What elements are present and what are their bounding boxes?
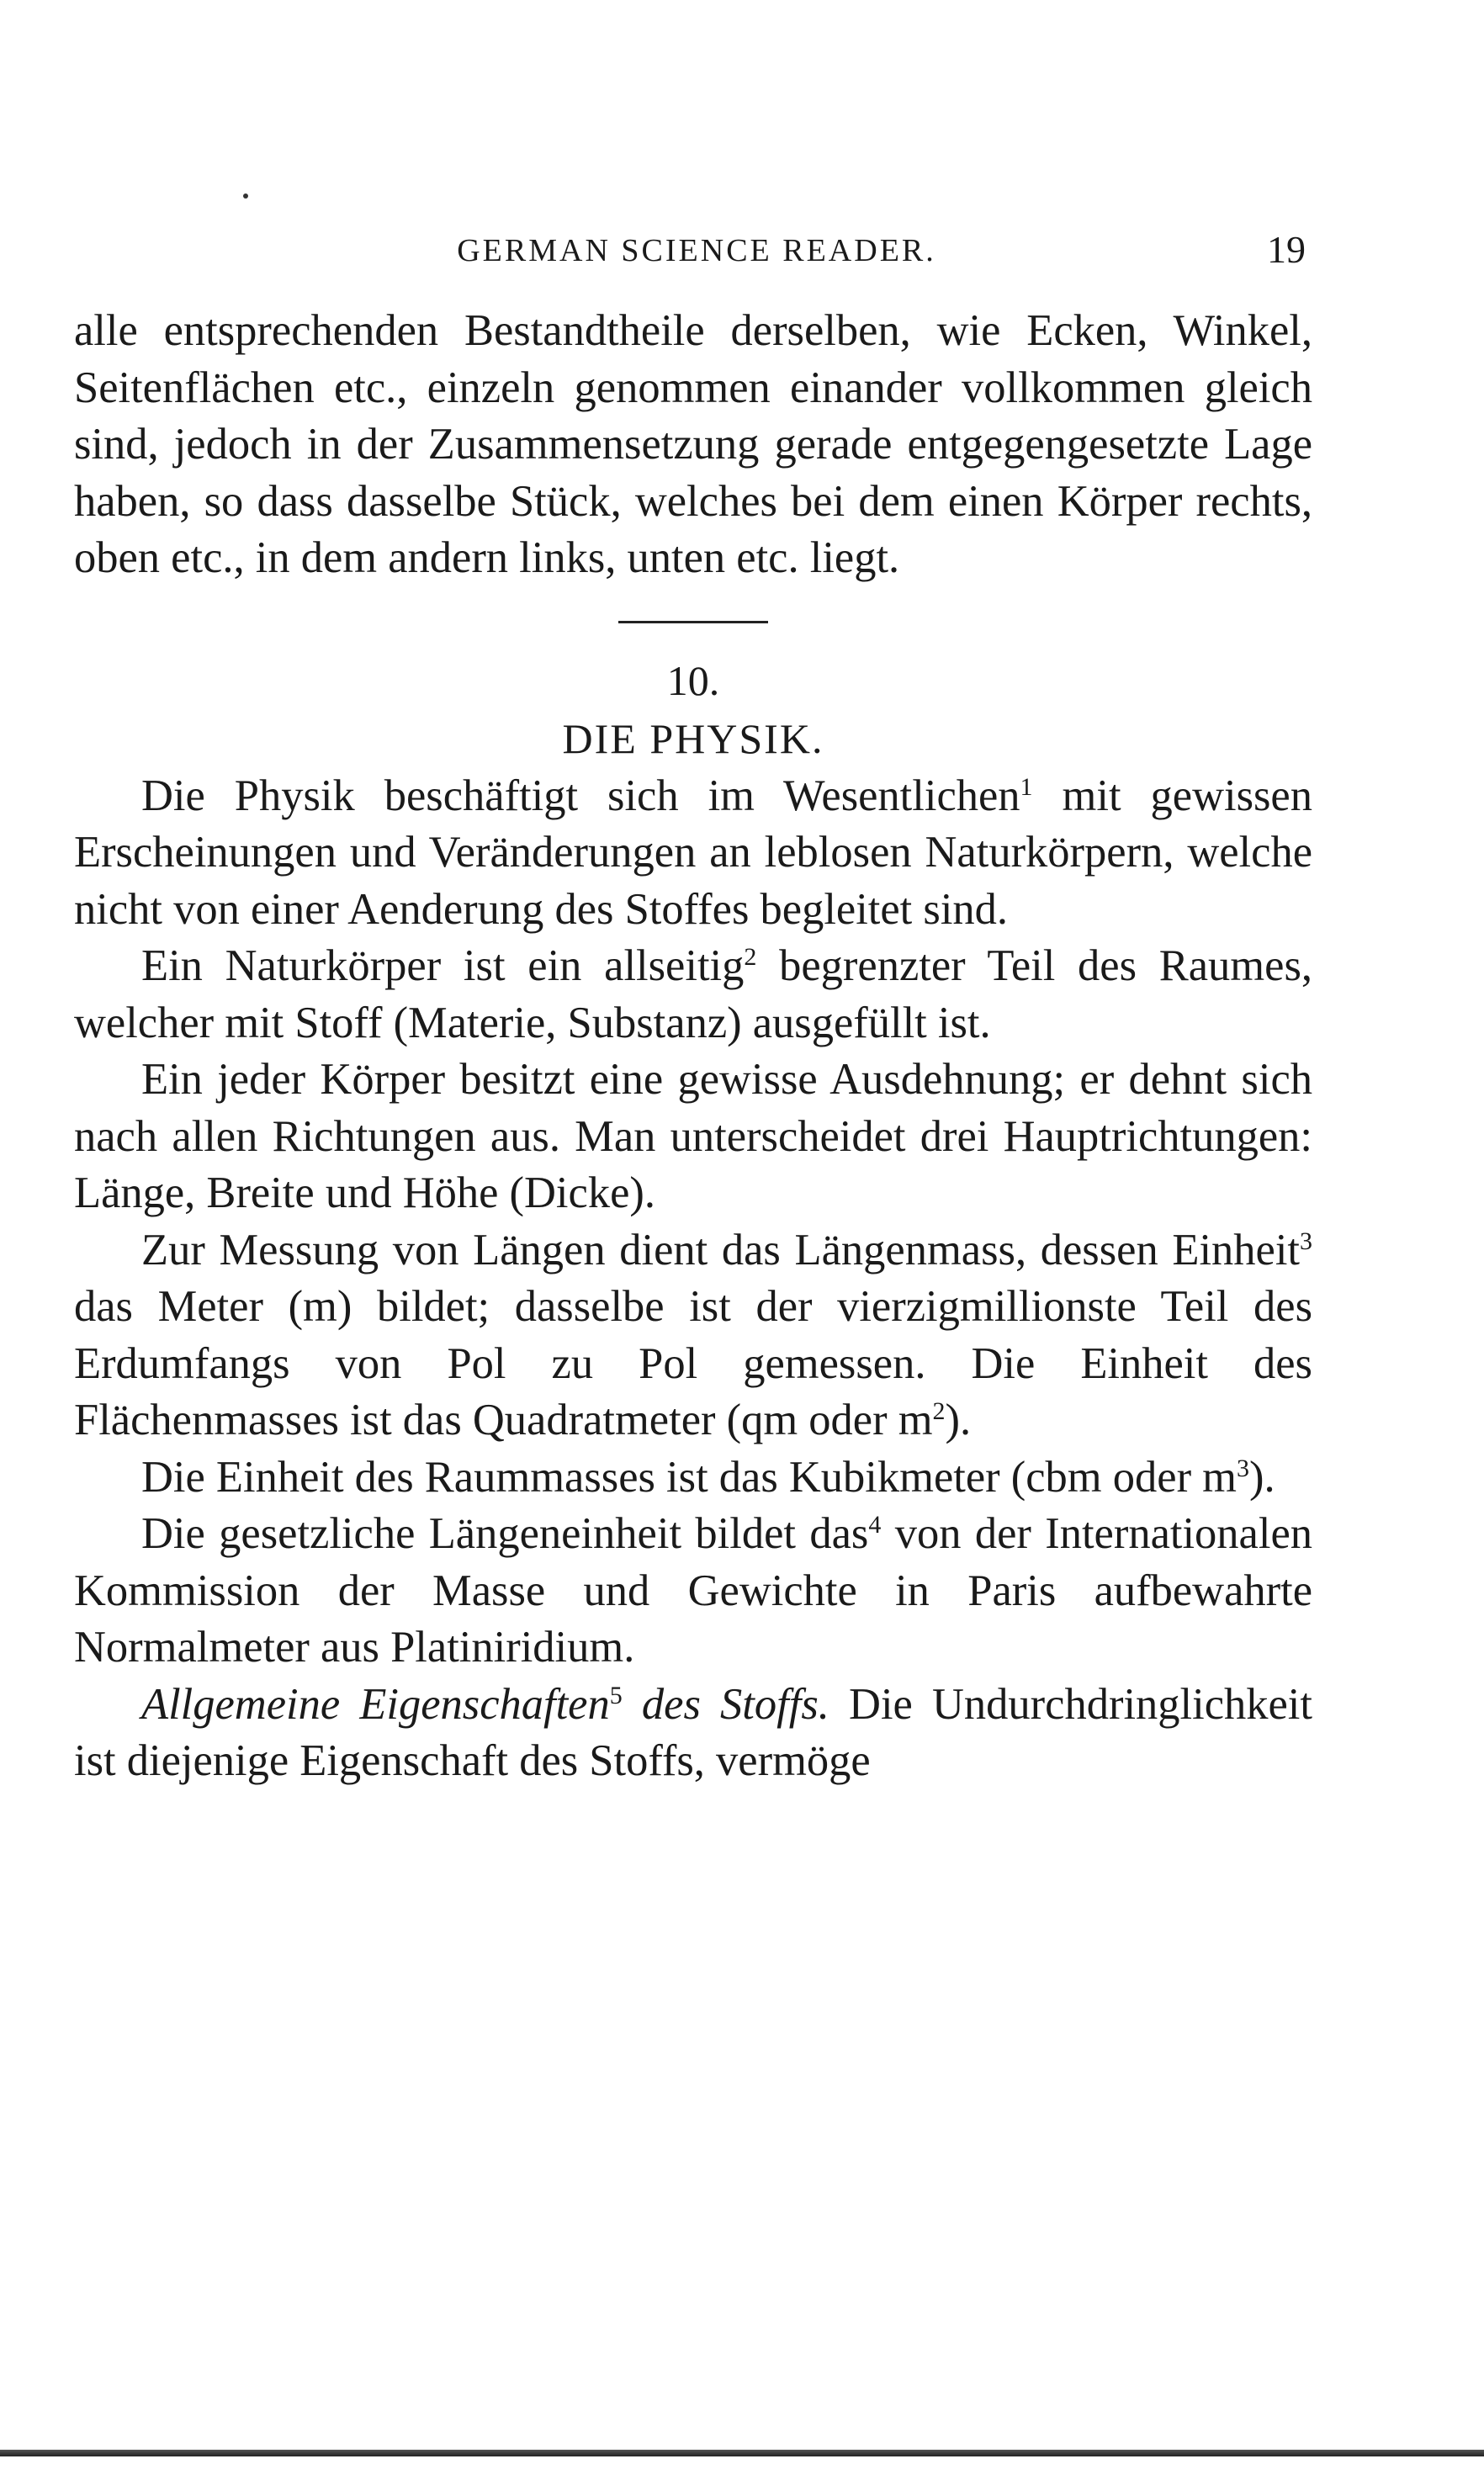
paragraph-text: Die gesetzliche Längeneinheit bildet das	[141, 1509, 869, 1558]
page-body	[74, 303, 1312, 1790]
paragraph-text: Die Undurchdringlichkeit ist diejenige Eigenschaft des Stoffs, vermöge	[74, 1679, 1312, 1785]
section-number: 10.	[666, 656, 720, 704]
paragraph-text: Ein Naturkörper ist ein allseitig	[141, 941, 745, 990]
running-head: GERMAN SCIENCE READER.	[457, 233, 936, 268]
paragraph-eigenschaften	[74, 1677, 1312, 1790]
paragraph-text: Die Physik beschäftigt sich im Wesentlichen	[141, 771, 1020, 820]
scan-bottom-edge	[0, 2450, 1484, 2456]
paragraph-text: von der Internationalen Kommission der Masse und Gewichte in Paris aufbewahrte Normalmeter aus Platiniridium.	[74, 1509, 1312, 1672]
continuation-paragraph: alle entsprechenden Bestandtheile derselben, wie Ecken, Winkel, Seitenflächen etc., einzeln genommen einander vollkommen gleich sind, jedoch in der Zusammensetzung gerade entgegengesetzte Lage haben, so dass dasselbe Stück, welches bei dem einen Körper rechts, oben etc., in dem andern links, unten etc. liegt.	[74, 306, 1312, 582]
paragraph-text: begrenzter Teil des Raumes, welcher mit Stoff (Materie, Substanz) ausgefüllt ist.	[74, 941, 1313, 1047]
paragraph-ausdehnung: Ein jeder Körper besitzt eine gewisse Ausdehnung; er dehnt sich nach allen Richtungen aus. Man unterscheidet drei Hauptrichtungen: Länge, Breite und Höhe (Dicke).	[74, 1055, 1312, 1217]
exponent: 3	[1237, 1454, 1250, 1482]
page-header	[74, 227, 1319, 278]
paragraph-text: mit gewissen Erscheinungen und Veränderungen an leblosen Naturkörpern, welche nicht von einer Aenderung des Stoffes begleitet sind.	[74, 771, 1312, 934]
paragraph-raummass	[74, 1449, 1312, 1507]
italic-heading: des Stoffs.	[622, 1679, 829, 1729]
footnote-marker: 1	[1020, 772, 1033, 801]
paragraph-text: Die Einheit des Raummasses ist das Kubikmeter (cbm oder m	[141, 1452, 1238, 1502]
section-separator-rule	[618, 621, 768, 623]
page-number: 19	[1267, 228, 1306, 271]
exponent: 2	[932, 1397, 946, 1425]
footnote-marker: 5	[609, 1681, 623, 1709]
ink-speck	[243, 193, 248, 199]
paragraph-text: Zur Messung von Längen dient das Längenmass, dessen Einheit	[141, 1225, 1300, 1274]
paragraph-naturkoerper	[74, 938, 1312, 1052]
paragraph-text: das Meter (m) bildet; dasselbe ist der vierzigmillionste Teil des Erdumfangs von Pol zu Pol gemessen. Die Einheit des Flächenmasses ist das Quadratmeter (qm oder m	[74, 1282, 1312, 1444]
paragraph-physik	[74, 768, 1312, 939]
paragraph-text: ).	[945, 1396, 972, 1444]
paragraph-normalmeter	[74, 1506, 1312, 1677]
paragraph-text: ).	[1249, 1452, 1275, 1502]
footnote-marker: 4	[868, 1511, 882, 1539]
paragraph-laengenmass	[74, 1222, 1312, 1449]
footnote-marker: 3	[1300, 1227, 1312, 1255]
section-title: DIE PHYSIK.	[562, 714, 824, 762]
italic-heading: Allgemeine Eigenschaften	[141, 1679, 610, 1729]
footnote-marker: 2	[744, 943, 757, 971]
